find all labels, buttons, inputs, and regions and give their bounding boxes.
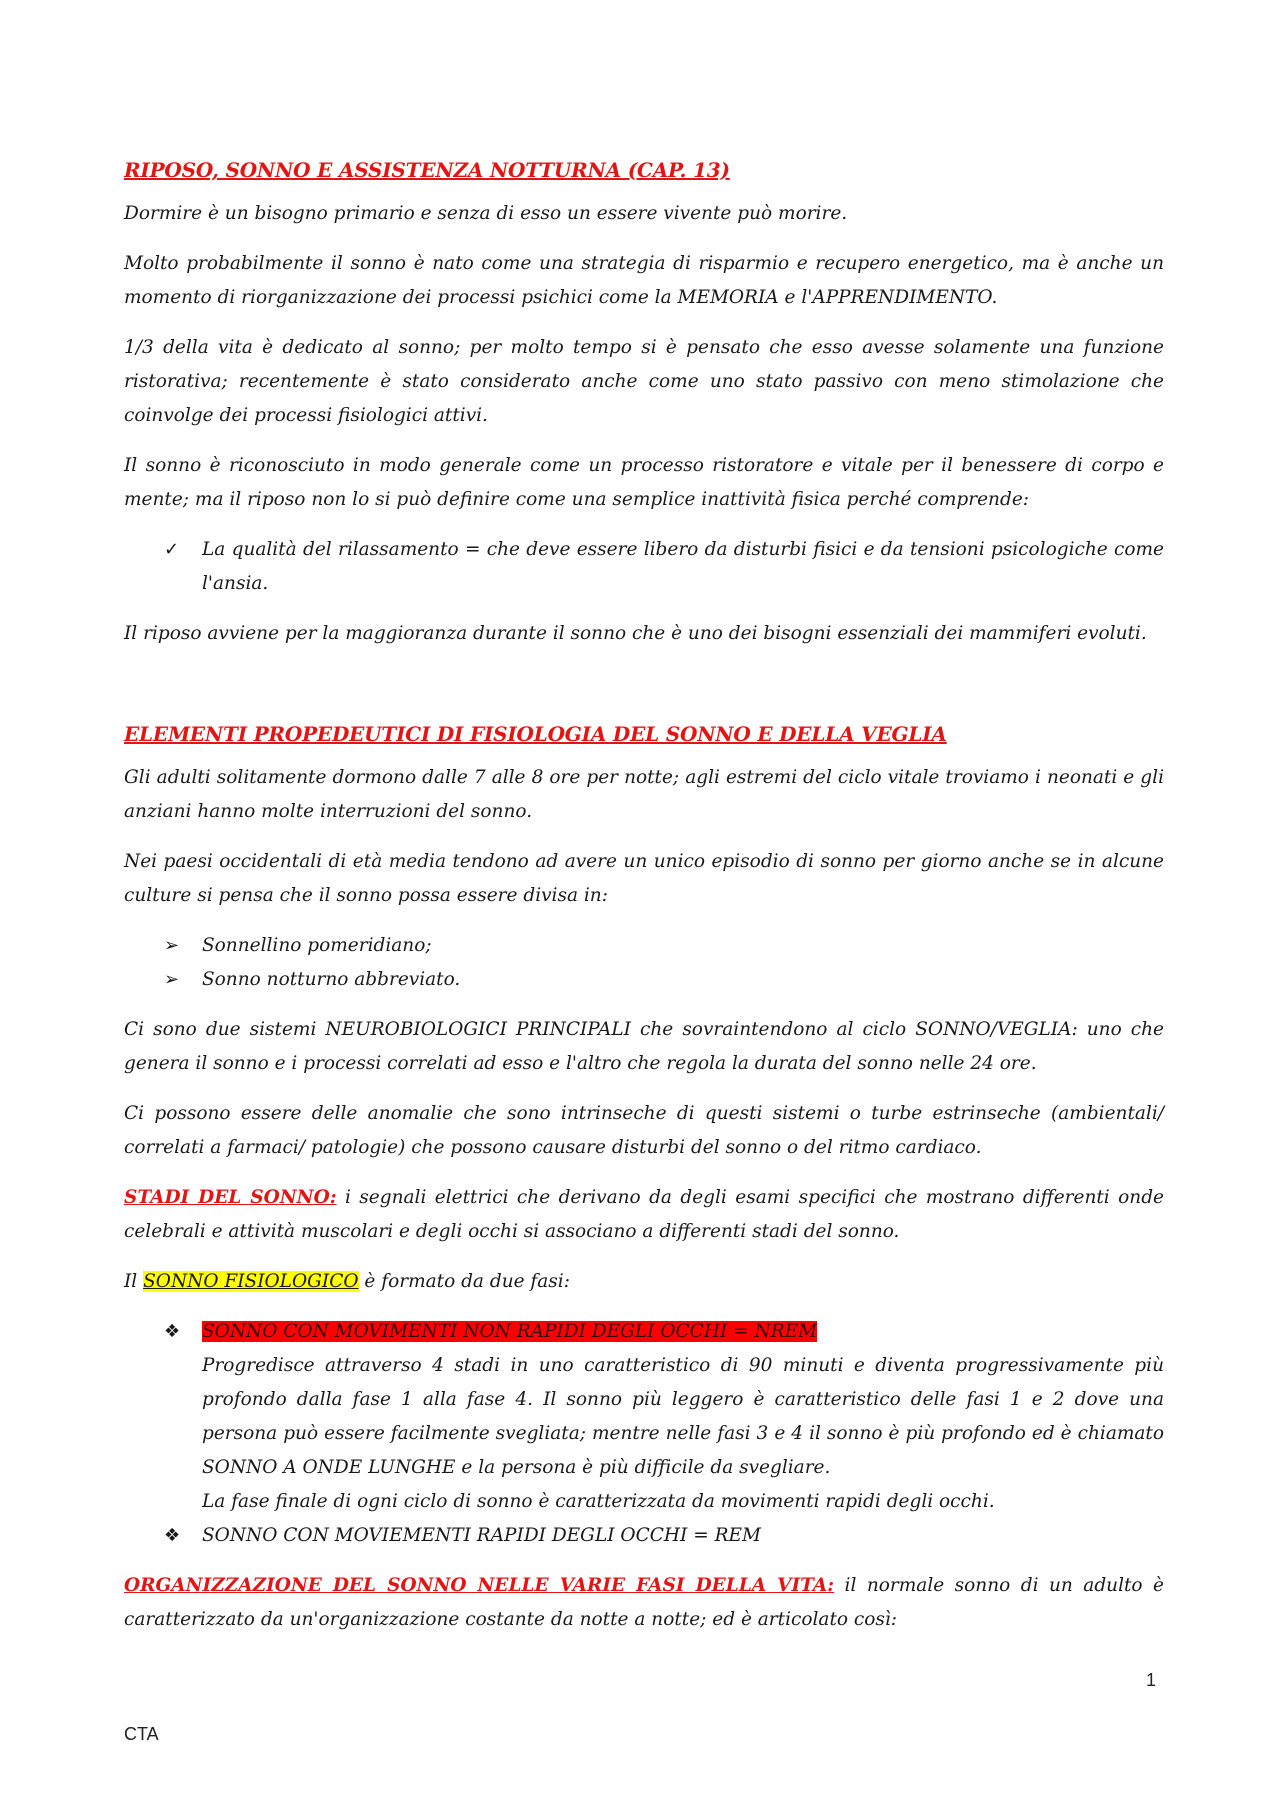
check-list [124,533,1164,601]
highlight-nrem: SONNO CON MOVIMENTI NON RAPIDI DEGLI OCCHI = NREM [202,1321,818,1342]
paragraph: Molto probabilmente il sonno è nato come una strategia di risparmio e recupero energetico, ma è anche un momento di riorganizzazione dei processi psichici come la MEMORIA e l'APPRENDIMENTO. [124,253,1164,308]
heading-elementi-fisiologia: ELEMENTI PROPEDEUTICI DI FISIOLOGIA DEL SONNO E DELLA VEGLIA [124,722,947,746]
paragraph: Ci possono essere delle anomalie che sono intrinseche di questi sistemi o turbe estrinseche (ambientali/ correlati a farmaci/ patologie) che possono causare disturbi del sonno o del ritmo cardiaco. [124,1103,1164,1158]
list-item [124,929,1164,963]
footer-text: CTA [124,1724,159,1744]
paragraph: Dormire è un bisogno primario e senza di esso un essere vivente può morire. [124,203,848,224]
arrow-bullet-icon: ➢ [164,969,180,990]
paragraph: Nei paesi occidentali di età media tendono ad avere un unico episodio di sonno per giorno anche se in alcune culture si pensa che il sonno possa essere divisa in: [124,851,1164,906]
list-item-text: La qualità del rilassamento = che deve essere libero da disturbi fisici e da tensioni psicologiche come l'ansia. [202,539,1164,594]
diamond-bullet-icon: ❖ [164,1321,181,1342]
page-number: 1 [1146,1670,1157,1690]
text-run: è formato da due fasi: [358,1271,570,1292]
list-item-text: Sonno notturno abbreviato. [202,969,461,990]
list-item [124,533,1164,601]
paragraph: Il sonno è riconosciuto in modo generale come un processo ristoratore e vitale per il benessere di corpo e mente; ma il riposo non lo si può definire come una semplice inattività fisica perché comprende: [124,455,1164,510]
nrem-detail-final: La fase finale di ogni ciclo di sonno è caratterizzata da movimenti rapidi degli occhi. [202,1491,995,1512]
list-item-text: Sonnellino pomeridiano; [202,935,432,956]
paragraph: Gli adulti solitamente dormono dalle 7 alle 8 ore per notte; agli estremi del ciclo vitale troviamo i neonati e gli anziani hanno molte interruzioni del sonno. [124,767,1164,822]
rem-title: SONNO CON MOVIEMENTI RAPIDI DEGLI OCCHI = REM [202,1525,761,1546]
document-body [124,153,1164,1653]
list-item-rem [124,1519,1164,1553]
diamond-bullet-icon: ❖ [164,1525,181,1546]
organizzazione-text: il normale sonno di un adulto è caratterizzato da un'organizzazione costante da notte a notte; ed è articolato così: [124,1575,1164,1630]
list-item [124,963,1164,997]
nrem-detail: Progredisce attraverso 4 stadi in uno caratteristico di 90 minuti e diventa progressivamente più profondo dalla fase 1 alla fase 4. Il sonno più leggero è caratteristico delle fasi 1 e 2 dove una persona può essere facilmente svegliata; mentre nelle fasi 3 e 4 il sonno è più profondo ed è chiamato SONNO A ONDE LUNGHE e la persona è più difficile da svegliare. [202,1355,1164,1478]
organizzazione-label: ORGANIZZAZIONE DEL SONNO NELLE VARIE FASI DELLA VITA: [124,1575,835,1596]
paragraph: 1/3 della vita è dedicato al sonno; per molto tempo si è pensato che esso avesse solamente una funzione ristorativa; recentemente è stato considerato anche come uno stato passivo con meno stimolazione che coinvolge dei processi fisiologici attivi. [124,337,1164,426]
paragraph-stadi [124,1181,1164,1249]
arrow-list [124,929,1164,997]
paragraph: Ci sono due sistemi NEUROBIOLOGICI PRINCIPALI che sovraintendono al ciclo SONNO/VEGLIA: uno che genera il sonno e i processi correlati ad esso e l'altro che regola la durata del sonno nelle 24 ore. [124,1019,1164,1074]
highlight-sonno-fisiologico: SONNO FISIOLOGICO [143,1271,359,1292]
stadi-label: STADI DEL SONNO: [124,1187,337,1208]
list-item-nrem [124,1315,1164,1519]
paragraph: Il riposo avviene per la maggioranza durante il sonno che è uno dei bisogni essenziali dei mammiferi evoluti. [124,623,1147,644]
check-mark-icon: ✓ [164,539,180,560]
arrow-bullet-icon: ➢ [164,935,180,956]
stadi-text: i segnali elettrici che derivano da degli esami specifici che mostrano differenti onde celebrali e attività muscolari e degli occhi si associano a differenti stadi del sonno. [124,1187,1164,1242]
heading-riposo-sonno: RIPOSO, SONNO E ASSISTENZA NOTTURNA (CAP. 13) [124,158,730,182]
phase-list [124,1315,1164,1553]
text-run: Il [124,1271,144,1292]
paragraph-organizzazione [124,1569,1164,1637]
paragraph-sonno-fisiologico [124,1265,1164,1299]
